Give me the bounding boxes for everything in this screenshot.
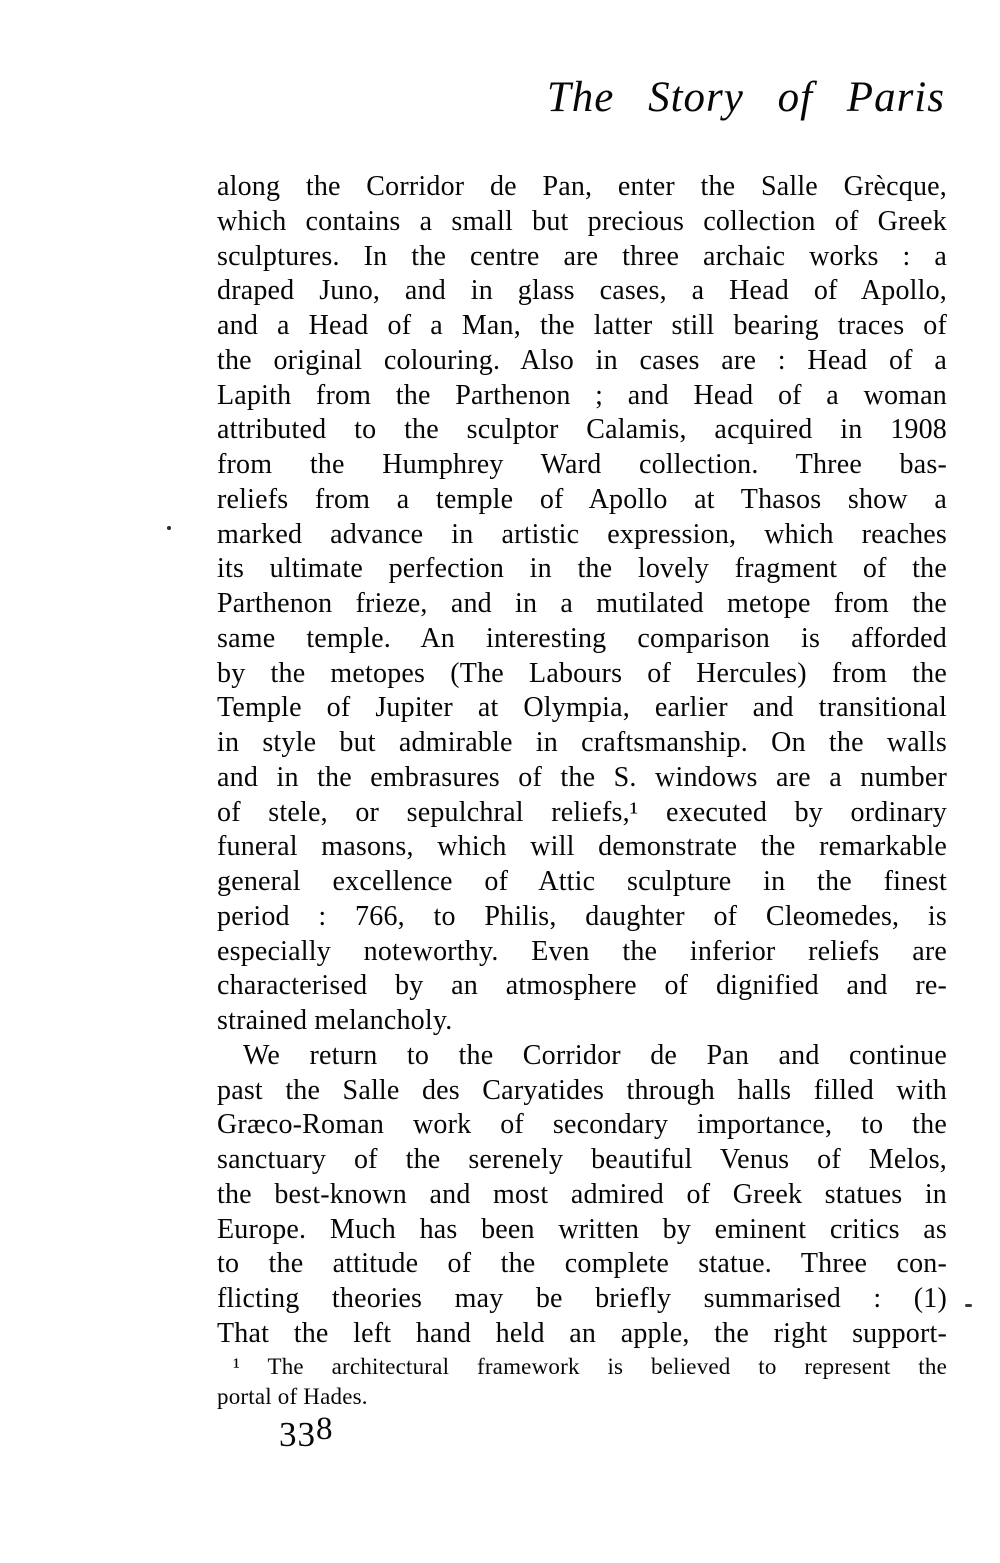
page-number-raised-digit: 8 (316, 1411, 334, 1447)
text-line: in style but admirable in craftsmanship. On the walls (217, 727, 947, 758)
text-line: reliefs from a temple of Apollo at Thasos show a (217, 483, 947, 515)
text-line: to the attitude of the complete statue. Three con- (217, 1248, 947, 1280)
text-line: ¹ The architectural framework is believed to represent the (233, 1354, 947, 1379)
text-line: and a Head of a Man, the latter still bearing traces of (217, 310, 947, 341)
text-line: same temple. An interesting comparison is afforded (217, 622, 947, 654)
text-line: general excellence of Attic sculpture in the finest (217, 866, 947, 897)
page-number (279, 1411, 334, 1455)
page-number-main: 33 (279, 1415, 316, 1454)
text-line: from the Humphrey Ward collection. Three bas- (217, 449, 947, 480)
text-line: period : 766, to Philis, daughter of Cleomedes, is (217, 900, 947, 932)
scan-speck (965, 1304, 972, 1307)
scan-speck (167, 526, 171, 530)
text-line: characterised by an atmosphere of dignified and re- (217, 970, 947, 1002)
footnote (217, 1352, 947, 1412)
text-line: its ultimate perfection in the lovely fragment of the (217, 553, 947, 585)
text-line: We return to the Corridor de Pan and continue (243, 1039, 947, 1071)
text-line: of stele, or sepulchral reliefs,¹ executed by ordinary (217, 796, 947, 828)
text-line: sculptures. In the centre are three archaic works : a (217, 240, 947, 272)
text-line: Lapith from the Parthenon ; and Head of a woman (217, 379, 947, 411)
text-line: the best-known and most admired of Greek statues in (217, 1178, 947, 1210)
text-line: funeral masons, which will demonstrate the remarkable (217, 831, 947, 863)
text-line: attributed to the sculptor Calamis, acquired in 1908 (217, 414, 947, 446)
text-line: Græco-Roman work of secondary importance, to the (217, 1109, 947, 1141)
text-line: especially noteworthy. Even the inferior reliefs are (217, 935, 947, 967)
running-header: The Story of Paris (546, 74, 945, 121)
text-line: Parthenon frieze, and in a mutilated metope from the (217, 588, 947, 619)
text-line: strained melancholy. (217, 1005, 453, 1036)
text-line: Europe. Much has been written by eminent critics as (217, 1213, 947, 1245)
body-text (217, 170, 947, 1352)
text-line: past the Salle des Caryatides through halls filled with (217, 1074, 947, 1106)
text-line: Temple of Jupiter at Olympia, earlier and transitional (217, 692, 947, 724)
text-line: marked advance in artistic expression, which reaches (217, 518, 947, 550)
text-line: and in the embrasures of the S. windows are a number (217, 761, 947, 793)
text-line: which contains a small but precious collection of Greek (217, 205, 947, 237)
text-line: portal of Hades. (217, 1384, 368, 1409)
text-line: by the metopes (The Labours of Hercules) from the (217, 657, 947, 689)
text-line: the original colouring. Also in cases are : Head of a (217, 344, 947, 376)
text-line: sanctuary of the serenely beautiful Venus of Melos, (217, 1144, 947, 1175)
text-line: along the Corridor de Pan, enter the Salle Grècque, (217, 171, 947, 202)
text-line: flicting theories may be briefly summarised : (1) (217, 1283, 947, 1314)
text-line: draped Juno, and in glass cases, a Head of Apollo, (217, 275, 947, 307)
text-line: That the left hand held an apple, the right support- (217, 1317, 947, 1349)
